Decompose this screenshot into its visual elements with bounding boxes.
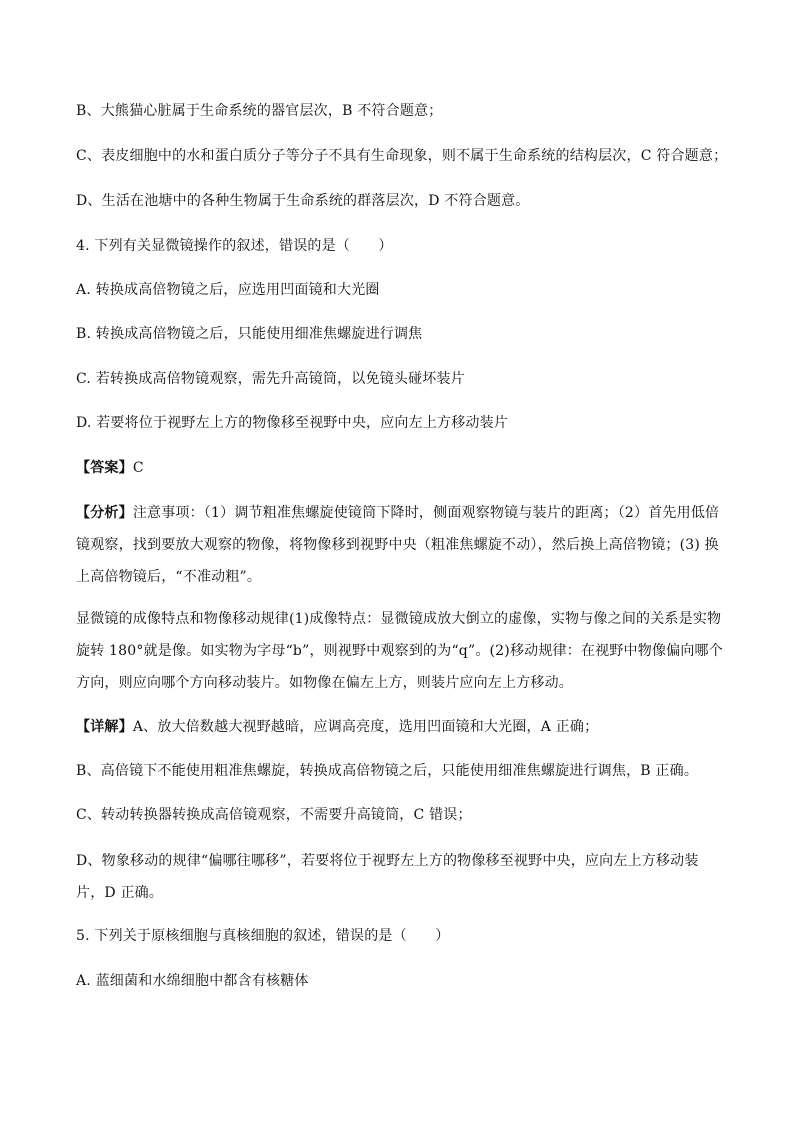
question-5-option-a: A. 蓝细菌和水绵细胞中都含有核糖体	[76, 973, 309, 989]
answer-tag: 【答案】	[76, 460, 133, 476]
option-b-explanation: B、大熊猫心脏属于生命系统的器官层次，B 不符合题意；	[76, 103, 443, 119]
detail-a-text: A、放大倍数越大视野越暗，应调高亮度，选用凹面镜和大光圈，A 正确；	[132, 719, 599, 735]
detail-line-d: D、物象移动的规律“偏哪往哪移”，若要将位于视野左上方的物像移至视野中央，应向左上方移动装片，D 正确。	[76, 853, 699, 901]
detail-line-c: C、转动转换器转换成高倍镜观察，不需要升高镜筒，C 错误；	[76, 807, 472, 823]
question-4-stem: 4. 下列有关显微镜操作的叙述，错误的是（ ）	[76, 238, 393, 254]
question-4-option-c: C. 若转换成高倍物镜观察，需先升高镜筒，以免镜头碰坏装片	[76, 371, 465, 387]
option-c-explanation: C、表皮细胞中的水和蛋白质分子等分子不具有生命现象，则不属于生命系统的结构层次，C 符合题意；	[76, 148, 728, 164]
option-d-explanation: D、生活在池塘中的各种生物属于生命系统的群落层次，D 不符合题意。	[76, 193, 530, 209]
analysis-paragraph	[76, 497, 726, 593]
answer-line	[76, 453, 726, 483]
question-4-option-a: A. 转换成高倍物镜之后，应选用凹面镜和大光圈	[76, 282, 380, 298]
detail-tag: 【详解】	[76, 719, 133, 735]
analysis-tag: 【分析】	[76, 505, 133, 521]
detail-line-a	[76, 712, 726, 742]
question-5-stem: 5. 下列关于原核细胞与真核细胞的叙述，错误的是（ ）	[76, 928, 450, 944]
question-4-option-d: D. 若要将位于视野左上方的物像移至视野中央，应向左上方移动装片	[76, 415, 509, 431]
answer-value: C	[132, 460, 144, 476]
question-4-option-b: B. 转换成高倍物镜之后，只能使用细准焦螺旋进行调焦	[76, 326, 423, 342]
detail-line-b: B、高倍镜下不能使用粗准焦螺旋，转换成高倍物镜之后，只能使用细准焦螺旋进行调焦，B 正确。	[76, 763, 699, 779]
analysis-text: 注意事项：（1）调节粗准焦螺旋使镜筒下降时，侧面观察物镜与装片的距离；（2）首先用低倍镜观察，找到要放大观察的物像，将物像移到视野中央（粗准焦螺旋不动），然后换上高倍物镜；(3) 换上高倍物镜后，“不准动粗”。	[76, 505, 720, 585]
imaging-rule-paragraph: 显微镜的成像特点和物像移动规律(1)成像特点：显微镜成放大倒立的虚像，实物与像之间的关系是实物旋转 180°就是像。如实物为字母“b”，则视野中观察到的为“q”。(2)移动规律：在视野中物像偏向哪个方向，则应向哪个方向移动装片。如物像在偏左上方，则装片应向左上方移动。	[76, 611, 723, 691]
